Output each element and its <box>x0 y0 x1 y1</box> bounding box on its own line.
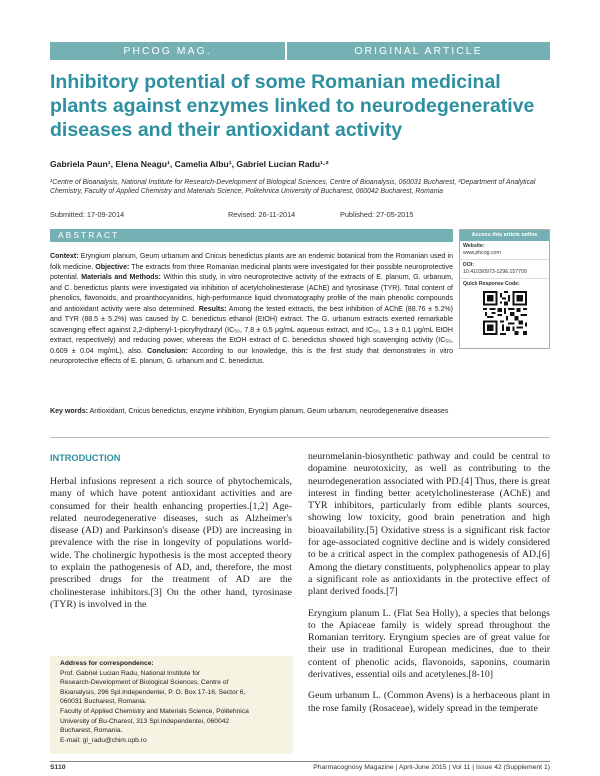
keywords-label: Key words: <box>50 408 88 415</box>
author-list: Gabriela Paun¹, Elena Neagu¹, Camelia Albu¹, Gabriel Lucian Radu¹·² <box>50 159 329 169</box>
doi-label: DOI: <box>463 262 474 268</box>
text-column-right <box>308 451 550 715</box>
objective-label: Objective: <box>95 263 130 271</box>
correspondence-line: Bioanalysis, 296 Spl.Independentei, P. O. Box 17-16, Sector 6, <box>60 688 246 696</box>
paragraph: neuromelanin-biosynthetic pathway and could be central to dopamine neurotoxicity, as well as contributing to the neurodegeneration associated with PD.[4] Thus, there is great interest in finding better acetylcholinesterase (AChE) and TYR inhibitors, particularly from edible plants sources, showing low toxicity, good brain penetration and high bioavailability.[5] Oxidative stress is a significant risk factor for age-associated cognitive decline and is widely considered to be a critical aspect in the complex pathogenesis of AD.[6] Among the dietary constituents, polyphenolics appear to play a significant role as antioxidants in the protective effect of plant derived foods.[7] <box>308 451 550 598</box>
website-label: Website: <box>463 243 485 249</box>
keywords <box>50 407 453 418</box>
keywords-text: Antioxidant, Cnicus benedictus, enzyme inhibition, Eryngium planum, Geum urbanum, neurodegenerative diseases <box>87 408 449 415</box>
correspondence-box <box>50 656 293 754</box>
paragraph: Herbal infusions represent a rich source of phytochemicals, many of which have potent antioxidant activities and are consumed for their health enhancing properties.[1,2] Age-related neurodegenerative diseases, such as Alzheimer's disease (AD) and Parkinson's disease (PD) are increasing in prevalence with the rise in longevity of populations world-wide. The cholinergic hypothesis is the most accepted theory to explain the pathogenesis of AD, and, therefore, the most prescribed drugs for the treatment of AD are the cholinesterase inhibitors.[3] On the other hand, tyrosinase (TYR) is involved in the <box>50 476 292 610</box>
section-divider <box>50 437 550 438</box>
journal-header-bar <box>50 42 550 60</box>
article-title: Inhibitory potential of some Romanian medicinal plants against enzymes linked to neurodegenerative diseases and their antioxidant activity <box>50 71 535 141</box>
correspondence-line: Faculty of Applied Chemistry and Materials Science, Politehnica <box>60 707 249 715</box>
results-text: Among the tested extracts, the best inhibition of AChE (88.76 ± 5.2%) and TYR (88.5 ± 5.2%) was caused by C. benedictus ethanol (EtOH) extract. The G. urbanum extracts exerted remarkable scavenging effect against 2,2-diphenyl-1-picrylhydrazyl (IC₅₀, 7.8 ± 0.5 μg/mL aqueous extract, and IC₅₀, 1.3 ± 0.1 μg/mL EtOH extract, respectively) and reducing power, whereas the EtOH extract of C. benedictus showed high scavenging activity (IC₅₀, 0.609 ± 0.04 mg/mL), also. <box>50 305 454 355</box>
page-number: S110 <box>50 764 66 771</box>
qr-label: Quick Response Code: <box>463 281 520 287</box>
methods-label: Materials and Methods: <box>81 274 161 282</box>
affiliations: ¹Centre of Bioanalysis, National Institute for Research-Development of Biological Sciences, Centre of Bioanalysis, 060031 Bucharest, ²Department of Analytical Chemistry, Faculty of Applied Chemistry and Materials Science, Politehnica University of Bucharest, 060042 Bucharest, Romania <box>50 179 536 196</box>
objective-text: The extracts from three Romanian medicinal plants were investigated for their possible neuroprotective potential. <box>50 263 453 282</box>
journal-name: PHCOG MAG. <box>123 45 212 57</box>
paragraph: Eryngium planum L. (Flat Sea Holly), a species that belongs to the Apiaceae family is widely spread throughout the Romanian territory. Eryngium species are of great value for their use in traditional European medicines, due to their content of phenolic acids, flavonoids, saponins, coumarin derivatives, essential oils and acetylenes.[8-10] <box>308 607 550 681</box>
article-type: ORIGINAL ARTICLE <box>285 42 550 60</box>
correspondence-email[interactable]: E-mail: gl_radu@chim.upb.ro <box>60 736 147 744</box>
revised-date: Revised: 26-11-2014 <box>228 210 296 219</box>
introduction-heading: INTRODUCTION <box>50 453 121 463</box>
doi-value[interactable]: 10.4103/0973-1296.157709 <box>463 269 527 275</box>
qr-code-icon <box>483 291 527 335</box>
correspondence-line: 060031 Bucharest, Romania. <box>60 698 147 706</box>
submitted-date: Submitted: 17-09-2014 <box>50 210 125 219</box>
doi-section <box>460 260 549 279</box>
qr-section <box>460 279 549 337</box>
published-date: Published: 27-05-2015 <box>340 210 414 219</box>
correspondence-line: Research-Development of Biological Sciences, Centre of <box>60 679 229 687</box>
correspondence-line: Prof. Gabriel Lucian Radu, National Institute for <box>60 669 201 677</box>
text-column-left <box>50 476 292 611</box>
abstract-body <box>50 252 453 368</box>
correspondence-line: University of Bu-Charest, 313 Spl.Independentei, 060042 <box>60 717 230 725</box>
access-heading: Access this article online <box>460 230 549 241</box>
journal-citation: Pharmacognosy Magazine | April-June 2015 | Vol 11 | Issue 42 (Supplement 1) <box>313 764 550 771</box>
context-label: Context: <box>50 253 79 260</box>
abstract-heading: ABSTRACT <box>50 229 453 242</box>
website-section <box>460 241 549 260</box>
correspondence-line: Bucharest, Romania. <box>60 727 123 735</box>
methods-text: Within this study, in vitro neuroprotective activity of the extracts of E. planum, G. urbanum, and C. benedictus plants were investigated via inhibition of acetylcholinesterase (AChE) and tyrosinase (TYR). Total content of phenolics, flavonoids, and proanthocyanidins, high-performance liquid chromatography profile of the main phenolic compounds and antioxidant activity were also determined. <box>50 274 453 313</box>
website-link[interactable]: www.phcog.com <box>463 250 501 256</box>
page-footer <box>50 761 550 771</box>
paragraph: Geum urbanum L. (Common Avens) is a herbaceous plant in the rose family (Rosaceae), widely spread in the temperate <box>308 690 550 714</box>
conclusion-label: Conclusion: <box>147 347 188 355</box>
conclusion-text: According to our knowledge, this is the first study that demonstrates in vitro neuroprotective effects of E. planum, G. urbanum and C. benedictus. <box>50 347 454 366</box>
access-sidebar <box>459 229 550 349</box>
context-text: Eryngium planum, Geum urbanum and Cnicus benedictus plants are an endemic botanical from the Romanian used in folk medicine. <box>50 253 453 271</box>
results-label: Results: <box>198 305 227 313</box>
correspondence-heading: Address for correspondence: <box>60 660 154 667</box>
